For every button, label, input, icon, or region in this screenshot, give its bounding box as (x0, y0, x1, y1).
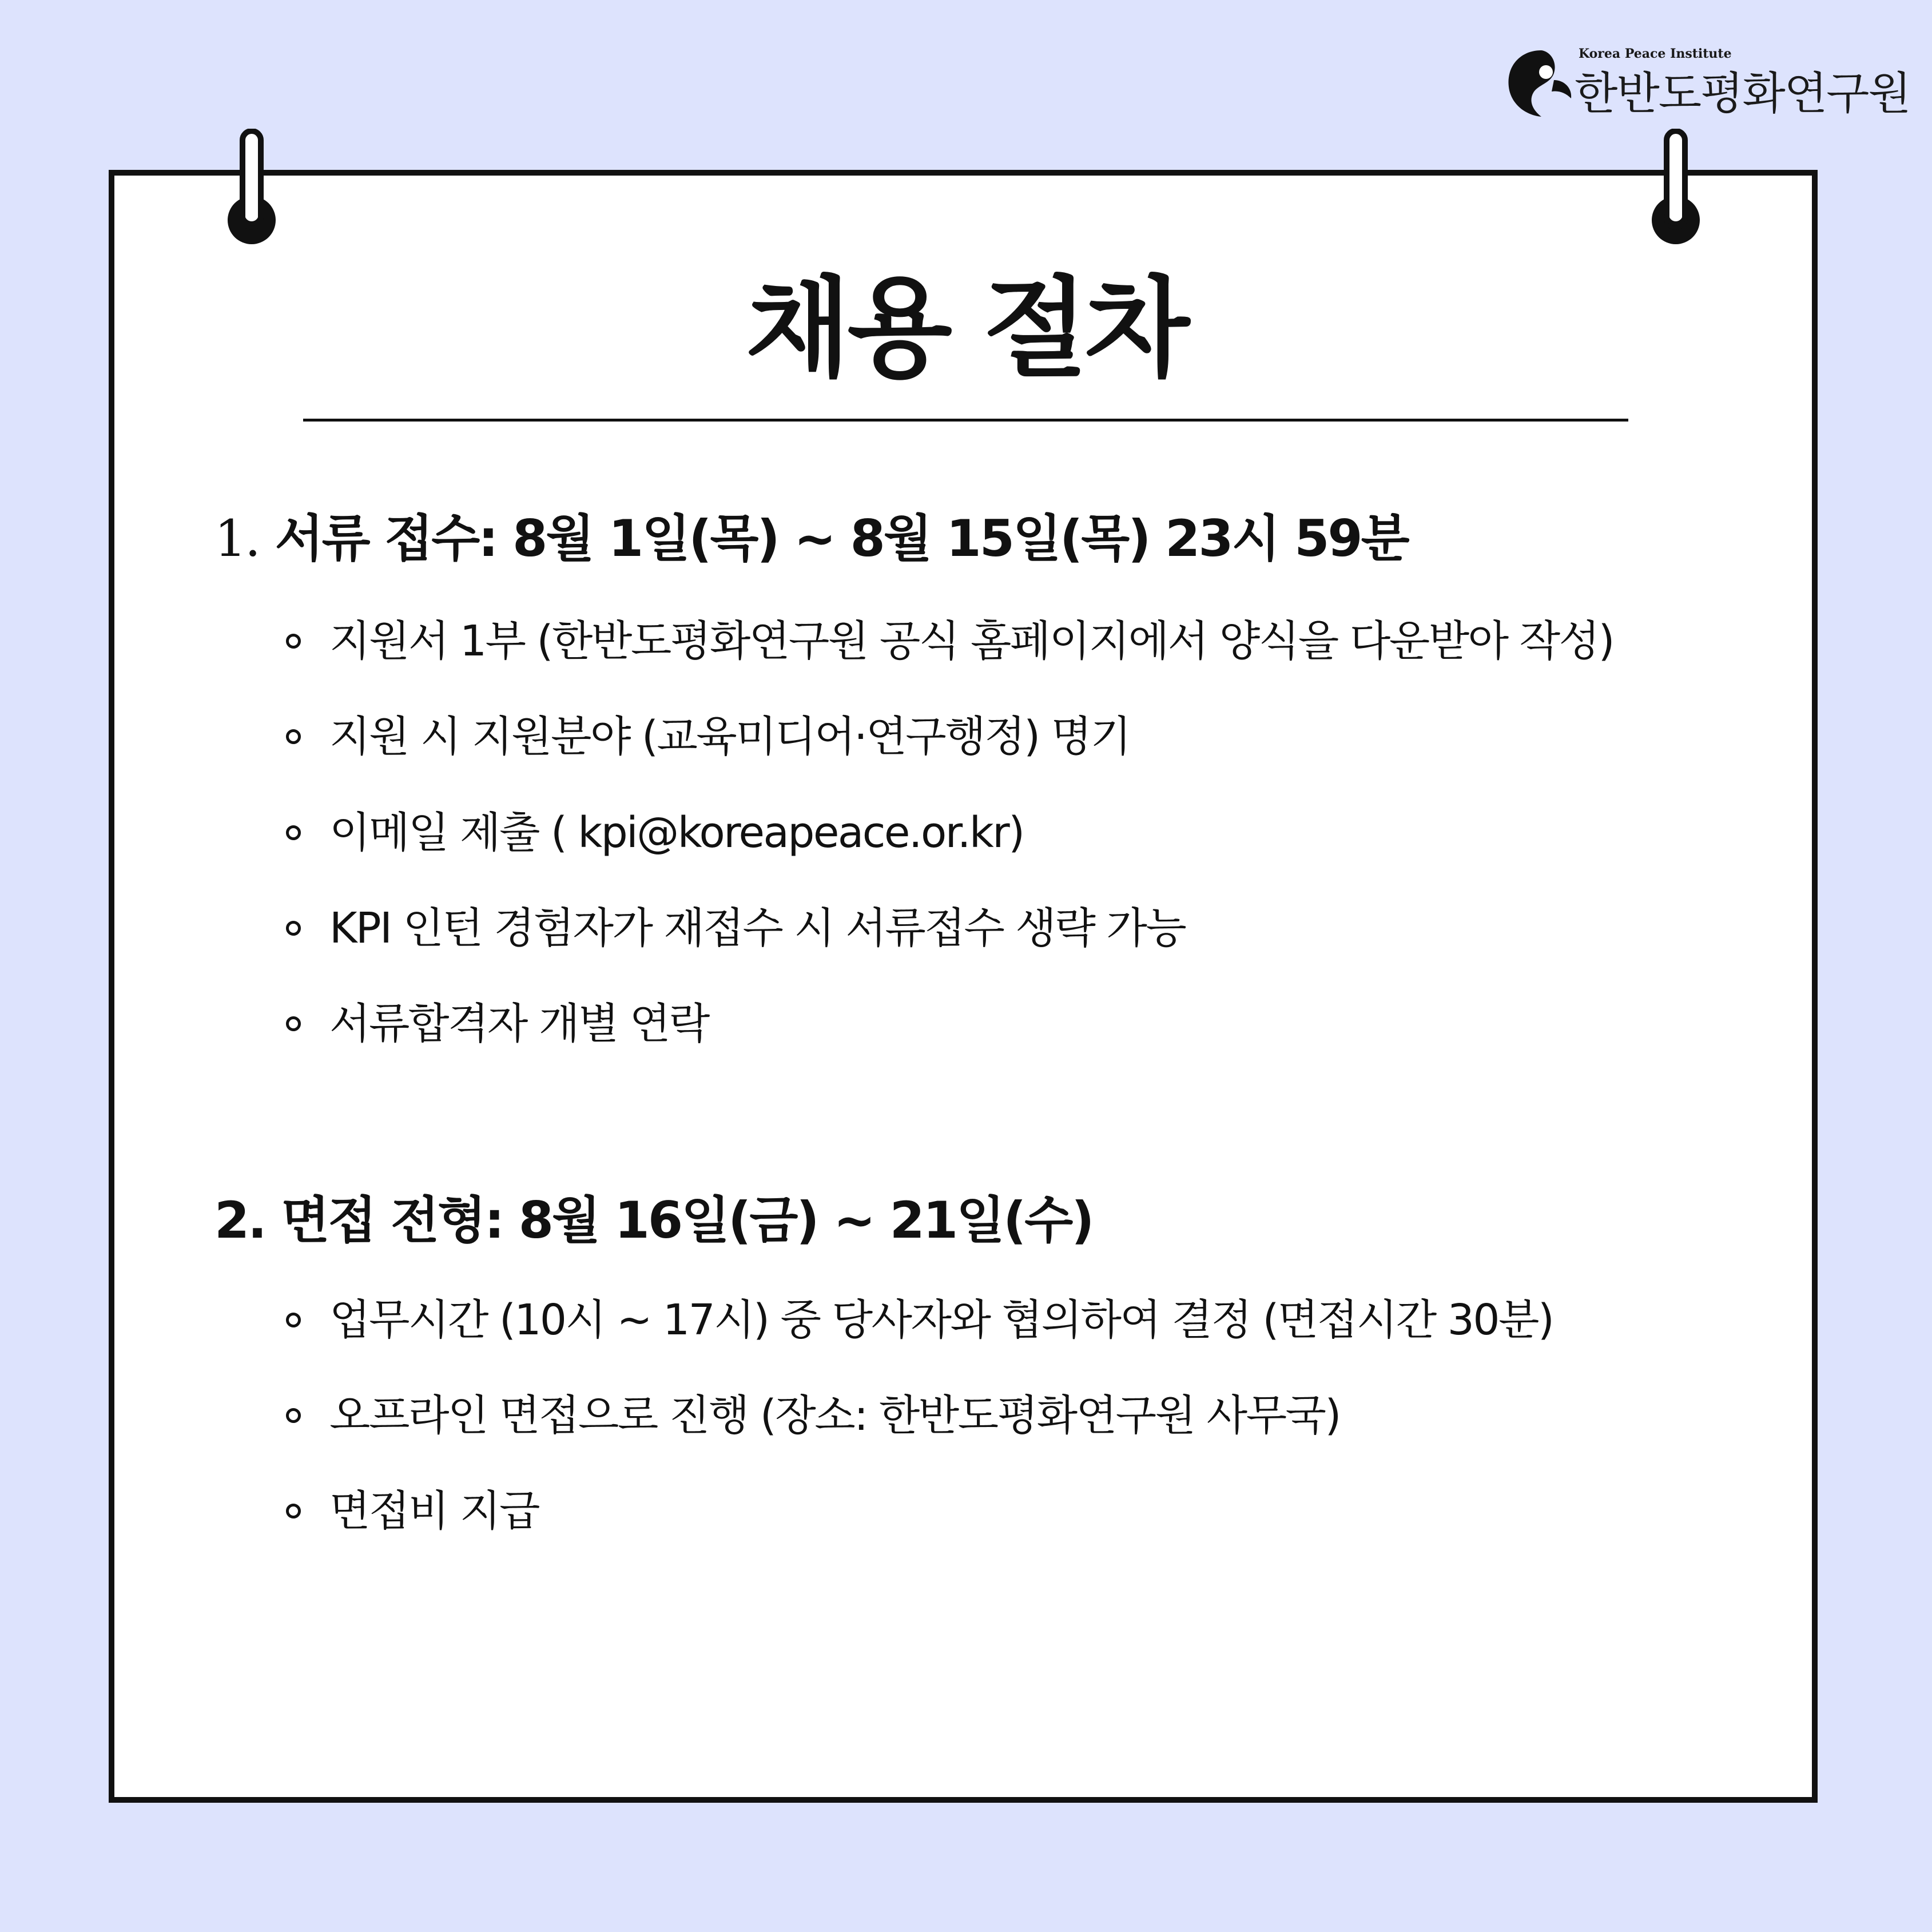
bullet-circle-icon (286, 921, 301, 936)
page-title: 채용 절차 (745, 265, 1187, 392)
section-heading-text: 면접 전형: 8월 16일(금) ~ 21일(수) (281, 1191, 1093, 1250)
logo-korean-name: 한반도평화연구원 (1575, 68, 1910, 120)
section-heading-document-submission (214, 509, 1408, 568)
list-item-text: 지원 시 지원분야 (교육미디어·연구행정) 명기 (329, 712, 1130, 761)
list-item-text: 오프라인 면접으로 진행 (장소: 한반도평화연구원 사무국) (329, 1391, 1340, 1440)
list-item-text: 지원서 1부 (한반도평화연구원 공식 홈페이지에서 양식을 다운받아 작성) (329, 617, 1614, 666)
bullet-circle-icon (286, 1408, 301, 1423)
list-item (286, 1294, 1553, 1346)
list-item (286, 998, 709, 1050)
section-number: 2. (214, 1191, 265, 1250)
list-item (286, 1485, 539, 1537)
list-item (286, 903, 1185, 954)
list-item-text: 서류합격자 개별 연락 (329, 999, 709, 1048)
section-number: 1. (214, 509, 259, 568)
bullet-circle-icon (286, 825, 301, 840)
list-item (286, 711, 1130, 762)
section-heading-interview (214, 1191, 1093, 1250)
list-item-text: 면접비 지급 (329, 1486, 539, 1536)
bullet-circle-icon (286, 1313, 301, 1327)
list-item-text: KPI 인턴 경험자가 재접수 시 서류접수 생략 가능 (329, 904, 1186, 953)
title-divider (303, 419, 1628, 422)
binder-ring-left-icon (223, 129, 280, 249)
logo (1501, 43, 1910, 123)
list-item (286, 615, 1613, 667)
logo-mark-icon (1501, 46, 1581, 120)
binder-ring-right-icon (1647, 129, 1704, 249)
list-item-text: 이메일 제출 ( kpi@koreapeace.or.kr) (329, 808, 1024, 857)
bullet-circle-icon (286, 729, 301, 744)
section-heading-text: 서류 접수: 8월 1일(목) ~ 8월 15일(목) 23시 59분 (275, 509, 1408, 568)
bullet-circle-icon (286, 634, 301, 649)
list-item (286, 807, 1024, 858)
list-item-text: 업무시간 (10시 ~ 17시) 중 당사자와 협의하여 결정 (면접시간 30분) (329, 1295, 1553, 1345)
content-card (109, 170, 1818, 1803)
list-item (286, 1390, 1340, 1441)
logo-english-name: Korea Peace Institute (1579, 46, 1732, 61)
bullet-circle-icon (286, 1504, 301, 1518)
bullet-circle-icon (286, 1016, 301, 1031)
